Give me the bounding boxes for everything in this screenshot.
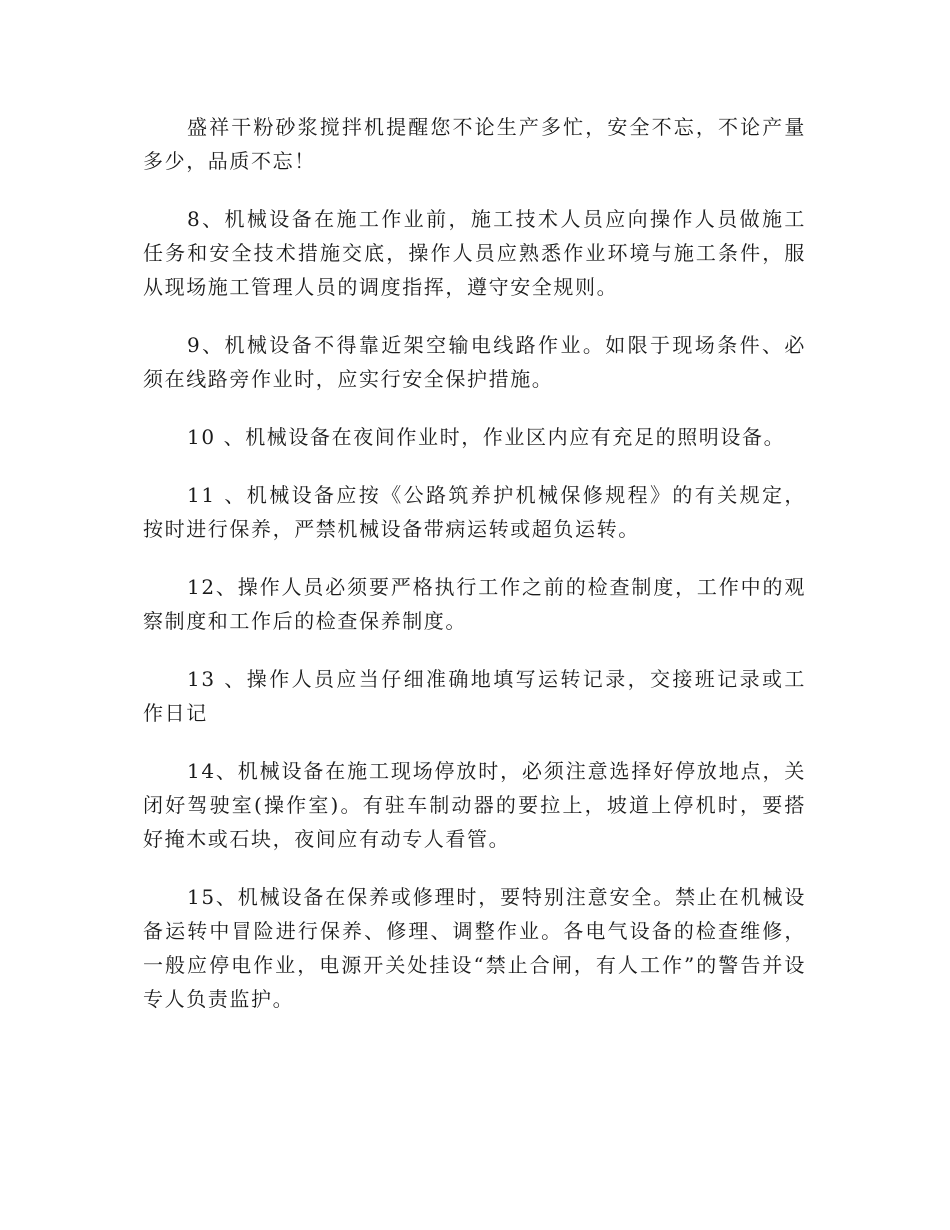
paragraph-item-15: 15、机械设备在保养或修理时，要特别注意安全。禁止在机械设备运转中冒险进行保养、修理、调整作业。各电气设备的检查维修，一般应停电作业，电源开关处挂设“禁止合闸，有人工作”的警告并设专人负责监护。 (143, 885, 806, 1011)
document-body (143, 110, 806, 1040)
paragraph-item-13: 13 、操作人员应当仔细准确地填写运转记录，交接班记录或工作日记 (143, 667, 806, 725)
paragraph-item-10: 10 、机械设备在夜间作业时，作业区内应有充足的照明设备。 (187, 425, 786, 449)
paragraph-item-9: 9、机械设备不得靠近架空输电线路作业。如限于现场条件、必须在线路旁作业时，应实行安全保护措施。 (143, 333, 806, 391)
paragraph-item-8: 8、机械设备在施工作业前，施工技术人员应向操作人员做施工任务和安全技术措施交底，操作人员应熟悉作业环境与施工条件，服从现场施工管理人员的调度指挥，遵守安全规则。 (143, 207, 806, 299)
paragraph-reminder: 盛祥干粉砂浆搅拌机提醒您不论生产多忙，安全不忘，不论产量多少，品质不忘！ (143, 115, 806, 173)
paragraph-item-11: 11 、机械设备应按《公路筑养护机械保修规程》的有关规定，按时进行保养，严禁机械设备带病运转或超负运转。 (143, 483, 806, 541)
paragraph-item-12: 12、操作人员必须要严格执行工作之前的检查制度，工作中的观察制度和工作后的检查保养制度。 (143, 575, 806, 633)
paragraph-item-14: 14、机械设备在施工现场停放时，必须注意选择好停放地点，关闭好驾驶室(操作室)。有驻车制动器的要拉上，坡道上停机时，要搭好掩木或石块，夜间应有动专人看管。 (143, 759, 806, 851)
